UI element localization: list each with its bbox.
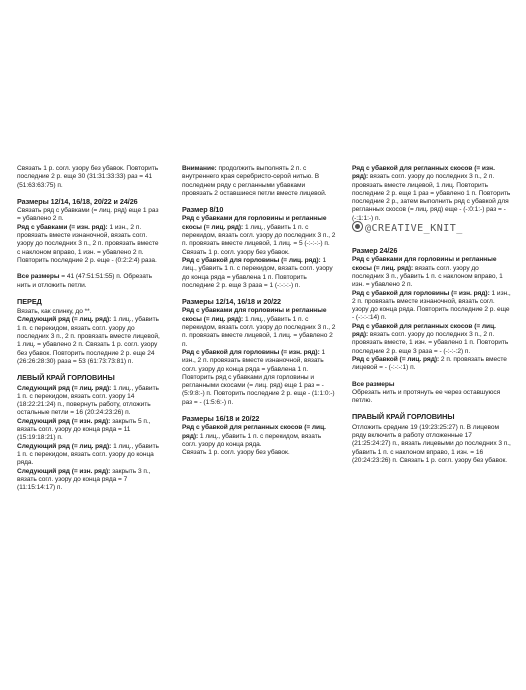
paragraph-text: Связать ряд с убавками (= лиц. ряд) еще 1 раз = убавлено 2 п. <box>17 207 159 223</box>
row-label: Ряд с убавкой для горловины (= лиц. ряд): <box>182 256 321 264</box>
paragraph-text: закрыть 5 п., вязать согл. узору до конца ряда = 11 (15:19:18:21) п. <box>17 417 151 442</box>
row-label: Следующий ряд (= лиц. ряд): <box>17 316 112 324</box>
paragraph-text: 1 лиц., убавить 1 п. с перекидом, вязать согл. узору до последних 3 п., 2 п. провязать вместе лицевой, 1 лиц. = убавлено 2 п. Связать 1 р. согл. узору без убавок. Повторить последние 2 р. еще 24 (26:26:28:30) раза = 53 (61:73:73:81) п. <box>17 316 160 365</box>
section-heading: Все размеры <box>352 380 395 388</box>
section-heading: Все размеры <box>17 273 60 281</box>
paragraph <box>182 165 336 198</box>
paragraph-text: 1 лиц., убавить 1 п. с перекидом, вязать согл. узору до конца ряда. <box>17 442 159 467</box>
row-label: Ряд с убавкой для горловины (= изн. ряд): <box>352 289 490 297</box>
section-title: ПЕРЕД <box>17 296 42 306</box>
paragraph <box>182 298 336 407</box>
watermark-text: @CREATIVE_KNIT_ <box>365 223 463 234</box>
row-label: Ряд с убавкой для регланных скосов (= лиц. ряд): <box>352 322 496 339</box>
paragraph-text: 1 лиц., убавить 1 п. с перекидом, вязать согл. узору 14 (18:22:21:24) п., повернуть работу, отложить остальные петли = 16 (20:24:23:26) п. <box>17 384 159 417</box>
paragraph <box>17 273 163 290</box>
paragraph-text: Обрезать нить и протянуть ее через оставшуюся петлю. <box>352 388 501 405</box>
paragraph-text: Связать 1 р. согл. узору без убавок. <box>182 449 290 457</box>
paragraph: Связать 1 р. согл. узору без убавок. Повторить последние 2 р. еще 30 (31:31:33:33) раз = 41 (51:63:63:75) п. <box>17 165 159 189</box>
row-label: Следующий ряд (= лиц. ряд): <box>17 442 112 450</box>
section-title: ЛЕВЫЙ КРАЙ ГОРЛОВИНЫ <box>17 373 115 383</box>
row-label: Ряд с убавкой для регланных скосов (= лиц. ряд): <box>182 424 326 440</box>
row-label: Ряд с убавками для горловины и регланные скосы (= лиц. ряд): <box>352 256 497 272</box>
paragraph-text: 1 лиц., убавить 1 п. с перекидом, вязать согл. узору до конца ряда. <box>182 432 322 448</box>
paragraph-text: вязать согл. узору до последних 3 п., 2 п. провязать вместе лицевой, 1 лиц. Повторить последние 2 р. еще 1 раз = убавлено 1 п. Повторить последние 2 р., затем выполнить ряд с убавкой для регланных скосов (= лиц. ряд) еще - (-:0:1:-) раз = - (-:1:1:-) п. <box>352 173 511 222</box>
paragraph-text: 1 изн., 2 п. провязать вместе изнаночной, вязать согл. узору до конца ряда = убавлена 1 п. Повторить ряд с убавками для горловины и регланными скосами (= лиц. ряд) еще 1 раз = - (5:9:8:-) п. Повторить последние 2 р. еще - (1:1:0:-) раз = - (1:5:6:-) п. <box>182 348 335 406</box>
row-label: Следующий ряд (= лиц. ряд): <box>17 384 112 392</box>
paragraph-text: Вязать, как спинку, до **. <box>17 308 92 316</box>
paragraph-text: 1 изн., 2 п. провязать вместе изнаночной, вязать согл. узору до последних 3 п., 2 п. провязать вместе с наклоном вправо, 1 изн. = убавлено 2 п. Повторить последние 2 р. еще - (0:2:2:4) раза. <box>17 223 159 264</box>
paragraph-text: = 41 (47:51:51:55) п. Обрезать нить и отложить петли. <box>17 273 153 289</box>
paragraph-text: вязать согл. узору до последних 3 п., убавить 1 п. с наклоном вправо, 1 изн. = убавлено 2 п. <box>352 264 503 289</box>
paragraph <box>182 415 336 457</box>
paragraph-text: закрыть 3 п., вязать согл. узору до конца ряда = 7 (11:15:14:17) п. <box>17 467 151 492</box>
row-label: Ряд с убавкой (= лиц. ряд): <box>352 355 440 363</box>
paragraph-text: 2 п. провязать вместе лицевой = - (-:-:-:1) п. <box>352 355 507 372</box>
section-title: ПРАВЫЙ КРАЙ ГОРЛОВИНЫ <box>352 412 455 422</box>
paragraph-text: Отложить средние 19 (19:23:25:27) п. В лицевом ряду включить в работу отложенные 17 (21:25:24:27) п., вязать лицевыми до последних 3 п., убавить 1 п. с наклоном вправо, 1 изн. = 16 (20:24:23:26) п. Связать 1 р. согл. узору без убавок. <box>352 423 511 464</box>
paragraph <box>352 247 512 372</box>
row-label: Ряд с убавками для горловины и регланные скосы (= лиц. ряд): <box>182 215 327 231</box>
paragraph <box>352 165 512 223</box>
note-label: Внимание: <box>182 165 217 172</box>
paragraph-text: продолжить выполнять 2 п. с внутреннего края серебристо-серой нитью. В последнем ряду с регланными убавками провязать 2 оставшиеся петли вместе лицевой. <box>182 165 327 197</box>
section-heading: Размеры 16/18 и 20/22 <box>182 414 260 424</box>
row-label: Следующий ряд (= изн. ряд): <box>17 467 111 475</box>
text-column-3 <box>352 165 512 473</box>
paragraph-text: 1 лиц., убавить 1 п. с перекидом, вязать согл. узору до конца ряда = убавлена 1 п. Повторить последние 2 р. еще 3 раза = 1 (-:-:-:-) п. <box>182 256 333 289</box>
paragraph-text: 1 изн., 2 п. провязать вместе изнаночной, вязать согл. узору до конца ряда. Повторить последние 2 р. еще - (-:-:-:14) п. <box>352 289 511 322</box>
row-label: Ряд с убавками (= изн. ряд): <box>17 223 108 231</box>
paragraph <box>182 206 336 290</box>
instagram-icon <box>352 221 363 232</box>
text-column-1 <box>17 165 163 500</box>
section-heading: Размеры 12/14, 16/18 и 20/22 <box>182 297 281 307</box>
paragraph-text: 1 лиц., убавить 1 п. с перекидом, вязать согл. узору до последних 3 п., 2 п. провязать вместе лицевой, 1 лиц. = 5 (-:-:-:-) п. Связать 1 р. согл. узору без убавок. <box>182 223 336 256</box>
section-heading: Размер 8/10 <box>182 205 224 215</box>
section-heading: Размеры 12/14, 16/18, 20/22 и 24/26 <box>17 196 138 206</box>
paragraph-text: 1 лиц., убавить 1 п. с перекидом, вязать согл. узору до последних 3 п., 2 п. провязать вместе лицевой, 1 лиц. = убавлено 2 п. <box>182 315 336 348</box>
text-column-2 <box>182 165 336 466</box>
row-label: Ряд с убавкой для горловины (= изн. ряд): <box>182 348 320 356</box>
row-label: Следующий ряд (= изн. ряд): <box>17 417 111 425</box>
paragraph <box>17 374 163 492</box>
row-label: Ряд с убавкой для регланных скосов (= изн. ряд): <box>352 165 495 181</box>
paragraph <box>352 413 512 465</box>
paragraph <box>17 298 163 366</box>
paragraph-text: вязать согл. узору до последних 3 п., 2 п. провязать вместе, 1 изн. = убавлено 1 п. Повторить последние 2 р. еще 3 раза = - (-:-:-:2) п. <box>352 331 509 355</box>
section-heading: Размер 24/26 <box>352 246 398 256</box>
row-label: Ряд с убавками для горловины и регланные скосы (= лиц. ряд): <box>182 307 327 323</box>
paragraph <box>352 381 512 406</box>
paragraph <box>17 198 163 265</box>
watermark <box>352 221 463 234</box>
